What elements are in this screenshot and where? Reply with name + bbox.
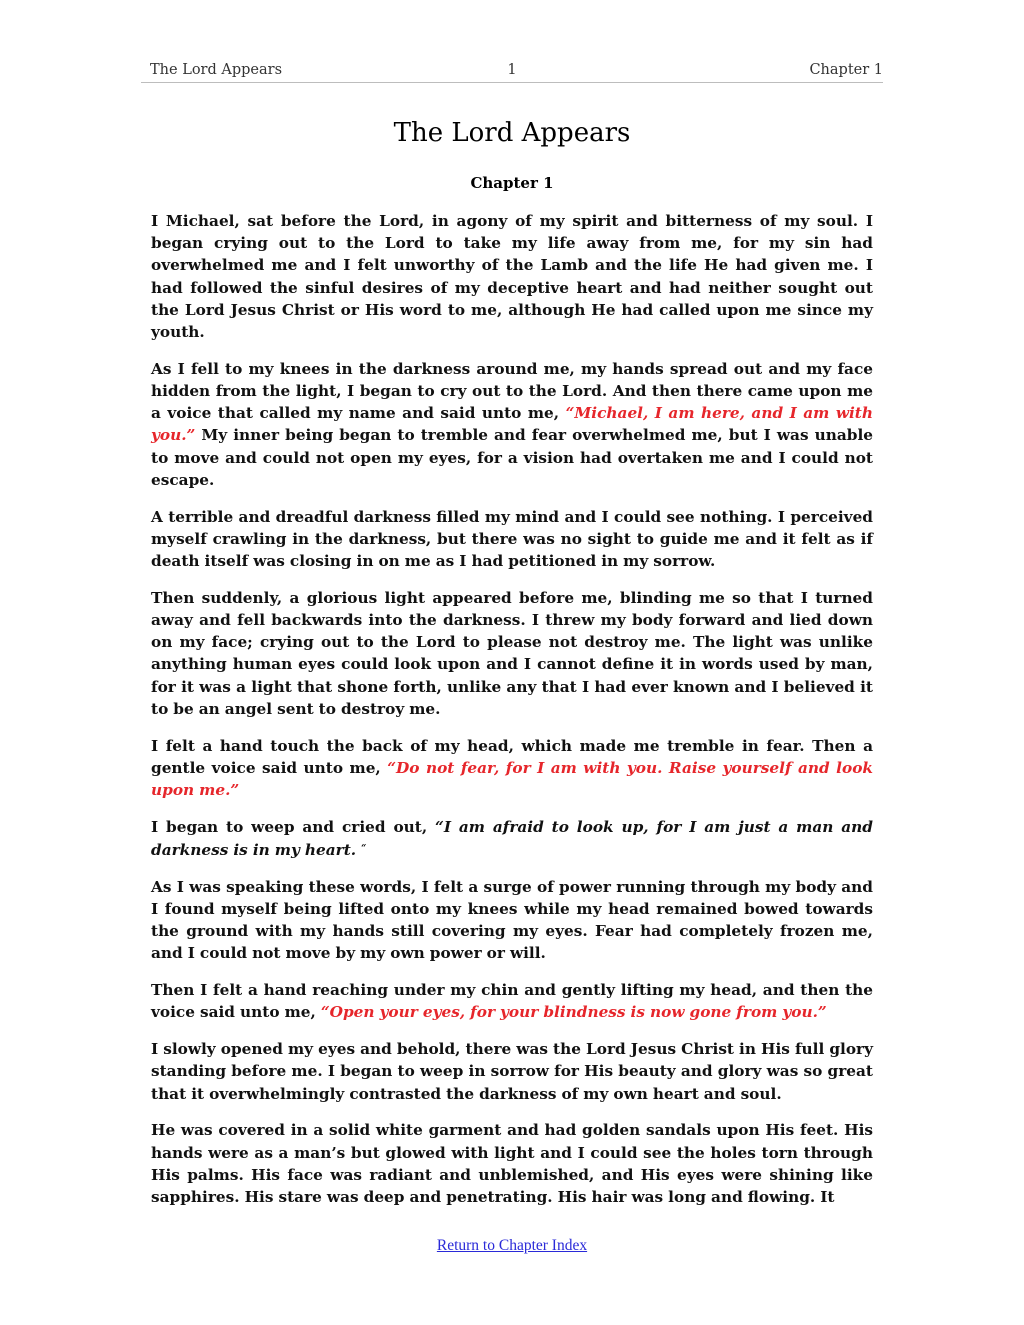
closing-quote-mark: “	[361, 844, 367, 855]
header-chapter: Chapter 1	[809, 62, 883, 78]
spoken-quote: “Open your eyes, for your blindness is now gone from you.”	[320, 1003, 827, 1022]
paragraph-7	[151, 876, 873, 965]
spoken-quote: “Michael, I am here, and I am with you.”	[151, 404, 873, 445]
paragraph-text: He was covered in a solid white garment and had golden sandals upon His feet. His hands were as a man’s but glowed with light and I could see the holes torn through His palms. His face was radiant and unblemished, and His eyes were shining like sapphires. His stare was deep and penetrating. His hair was long and flowing. It	[151, 1121, 873, 1207]
page-header	[141, 60, 883, 83]
chapter-heading: Chapter 1	[470, 174, 554, 192]
paragraph-1	[151, 210, 873, 343]
header-title: The Lord Appears	[150, 62, 283, 78]
paragraph-5	[151, 735, 873, 802]
paragraph-text: As I was speaking these words, I felt a surge of power running through my body and I found myself being lifted onto my knees while my head remained bowed towards the ground with my hands still covering my eyes. Fear had completely frozen me, and I could not move by my own power or will.	[151, 877, 873, 963]
paragraph-text: I began to weep and cried out,	[151, 817, 436, 836]
paragraph-4	[151, 587, 873, 720]
paragraph-10	[151, 1119, 873, 1208]
paragraph-text: I Michael, sat before the Lord, in agony of my spirit and bitterness of my soul. I began crying out to the Lord to take my life away from me, for my sin had overwhelmed me and I felt unworthy of the Lamb and the life He had given me. I had followed the sinful desires of my deceptive heart and had neither sought out the Lord Jesus Christ or His word to me, although He had called upon me since my youth.	[151, 212, 873, 342]
paragraph-8	[151, 979, 873, 1023]
chapter-body	[151, 210, 873, 1223]
paragraph-text: I slowly opened my eyes and behold, there was the Lord Jesus Christ in His full glory standing before me. I began to weep in sorrow for His beauty and glory was so great that it overwhelmingly contrasted the darkness of my own heart and soul.	[151, 1040, 873, 1103]
return-to-chapter-index-link[interactable]: Return to Chapter Index	[436, 1237, 588, 1254]
paragraph-2	[151, 358, 873, 491]
paragraph-3	[151, 506, 873, 573]
paragraph-9	[151, 1038, 873, 1105]
paragraph-text: A terrible and dreadful darkness filled my mind and I could see nothing. I perceived myself crawling in the darkness, but there was no sight to guide me and it felt as if death itself was closing in on me as I had petitioned in my sorrow.	[151, 507, 873, 571]
page-footer	[0, 1237, 1024, 1255]
paragraph-6	[151, 816, 873, 861]
paragraph-text: As I fell to my knees in the darkness around me, my hands spread out and my face hidden from the light, I began to cry out to the Lord. And then there came upon me a voice that called my name and said unto me,	[151, 359, 873, 423]
spoken-quote: “Do not fear, for I am with you. Raise yourself and look upon me.”	[151, 758, 873, 800]
paragraph-text: Then suddenly, a glorious light appeared before me, blinding me so that I turned away and fell backwards into the darkness. I threw my body forward and lied down on my face; crying out to the Lord to please not destroy me. The light was unlike anything human eyes could look upon and I cannot define it in words used by man, for it was a light that shone forth, unlike any that I had ever known and I believed it to be an angel sent to destroy me.	[151, 588, 873, 718]
header-page-number: 1	[507, 62, 517, 78]
paragraph-text: My inner being began to tremble and fear overwhelmed me, but I was unable to move and could not open my eyes, for a vision had overtaken me and I could not escape.	[151, 426, 873, 489]
paragraph-text: I felt a hand touch the back of my head, which made me tremble in fear. Then a gentle voice said unto me,	[151, 736, 873, 777]
paragraph-text: Then I felt a hand reaching under my chin and gently lifting my head, and then the voice said unto me,	[151, 981, 873, 1022]
document-title: The Lord Appears	[393, 118, 631, 148]
spoken-quote: “I am afraid to look up, for I am just a man and darkness is in my heart.	[151, 817, 873, 860]
